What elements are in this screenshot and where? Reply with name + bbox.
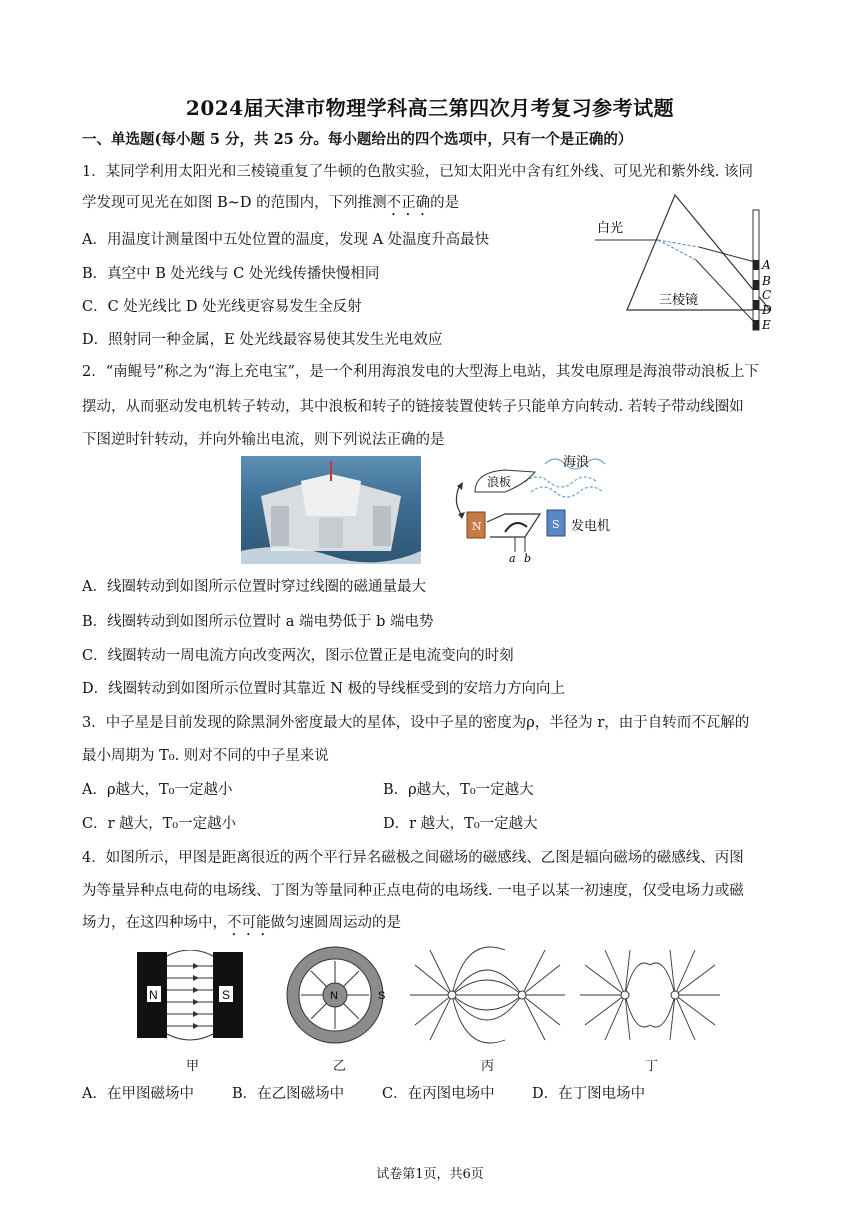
q4-option-a[interactable]: A．在甲图磁场中 xyxy=(82,1086,194,1102)
page-title: 2024届天津市物理学科高三第四次月考复习参考试题 xyxy=(185,96,675,120)
q2-option-d[interactable]: D．线圈转动到如图所示位置时其靠近 N 极的导线框受到的安培力方向向上 xyxy=(82,681,566,697)
q2-stem-line1: 2．“南鲲号”称之为“海上充电宝”，是一个利用海浪发电的大型海上电站，其发电原理是海浪带动浪板上下 xyxy=(82,364,759,380)
q4-option-b[interactable]: B．在乙图磁场中 xyxy=(232,1086,345,1102)
q3-stem-line1: 3．中子星是目前发现的除黑洞外密度最大的星体，设中子星的密度为ρ，半径为 r，由于自转而不瓦解的 xyxy=(82,715,750,731)
q4-option-d[interactable]: D．在丁图电场中 xyxy=(532,1086,646,1102)
generator-label: 发电机 xyxy=(571,519,611,534)
positive-charge xyxy=(448,991,456,999)
q3-stem-line2: 最小周期为 T₀. 则对不同的中子星来说 xyxy=(82,748,329,764)
q2-stem-line2: 摆动，从而驱动发电机转子转动，其中浪板和转子的链接装置使转子只能单方向转动. 若转子带动线圈如 xyxy=(82,399,744,415)
q1-option-d[interactable]: D．照射同一种金属，E 处光线最容易使其发生光电效应 xyxy=(82,332,443,348)
figure-ding xyxy=(575,945,725,1045)
q4-stem-end: 做匀速圆周运动的是 xyxy=(270,915,401,931)
q1-stem-line2 xyxy=(82,191,459,219)
jia-n-label: N xyxy=(149,988,158,1002)
yi-s-label: S xyxy=(378,990,386,1002)
board-label: 浪板 xyxy=(487,475,512,489)
screen-band xyxy=(753,320,759,330)
refracted-ray-bottom xyxy=(658,240,696,260)
q4-stem-line1: 4．如图所示，甲图是距离很近的两个平行异名磁极之间磁场的磁感线、乙图是辐向磁场的磁感线、丙图 xyxy=(82,850,744,866)
fig-label-ding: 丁 xyxy=(645,1059,659,1074)
generator-figure xyxy=(445,452,625,567)
prism-triangle xyxy=(627,195,770,310)
q1-option-a[interactable]: A．用温度计测量图中五处位置的温度，发现 A 处温度升高最快 xyxy=(82,232,490,248)
terminal-a-label: a xyxy=(509,552,516,565)
prism-label: 三棱镜 xyxy=(659,293,699,308)
white-light-label: 白光 xyxy=(597,221,624,236)
exit-ray-bottom xyxy=(696,260,755,323)
q1-option-b[interactable]: B．真空中 B 处光线与 C 处光线传播快慢相同 xyxy=(82,266,380,282)
s-label: S xyxy=(552,518,560,531)
n-label: N xyxy=(472,520,482,533)
point-label-e: E xyxy=(762,318,771,332)
q2-option-a[interactable]: A．线圈转动到如图所示位置时穿过线圈的磁通量最大 xyxy=(82,579,426,595)
q4-emphasis: 不可能 xyxy=(227,915,271,931)
section-heading: 一、单选题(每小题 5 分，共 25 分。每小题给出的四个选项中，只有一个是正确的） xyxy=(82,131,633,148)
negative-charge xyxy=(518,991,526,999)
q1-emphasis: 不正确 xyxy=(386,195,431,211)
point-label-d: D xyxy=(762,303,772,317)
point-label-a: A xyxy=(762,258,771,272)
q3-option-b[interactable]: B．ρ越大，T₀一定越大 xyxy=(383,782,534,798)
q2-stem-line3: 下图逆时针转动，并向外输出电流，则下列说法正确的是 xyxy=(82,432,445,448)
q1-stem-text: 学发现可见光在如图 B~D 的范围内，下列推测 xyxy=(82,195,387,211)
wave-label: 海浪 xyxy=(563,455,590,470)
jia-s-label: S xyxy=(222,988,231,1002)
wave-line xyxy=(531,487,603,497)
q1-stem-end: 的是 xyxy=(430,195,460,211)
q1-stem-line1: 1．某同学利用太阳光和三棱镜重复了牛顿的色散实验，已知太阳光中含有红外线、可见光和紫外线. 该同 xyxy=(82,164,753,180)
q2-option-b[interactable]: B．线圈转动到如图所示位置时 a 端电势低于 b 端电势 xyxy=(82,614,434,630)
screen-band xyxy=(753,280,759,290)
point-label-c: C xyxy=(762,288,772,302)
q4-stem-line2: 为等量异种点电荷的电场线、丁图为等量同种正点电荷的电场线. 一电子以某一初速度，仅受电场力或磁 xyxy=(82,883,744,899)
q4-stem-line3 xyxy=(82,911,401,939)
q3-option-a[interactable]: A．ρ越大，T₀一定越小 xyxy=(82,782,233,798)
positive-charge xyxy=(621,991,629,999)
coil xyxy=(487,514,540,537)
q4-stem-text: 场力，在这四种场中， xyxy=(82,915,227,931)
fig-label-jia: 甲 xyxy=(186,1059,200,1074)
q3-option-c[interactable]: C．r 越大，T₀一定越小 xyxy=(82,816,237,832)
swing-arrow xyxy=(456,487,461,514)
figure-bing xyxy=(405,945,570,1045)
fig-label-bing: 丙 xyxy=(481,1059,495,1074)
prism-figure xyxy=(585,190,780,335)
positive-charge xyxy=(671,991,679,999)
screen-band xyxy=(753,300,759,310)
rotation-arrow xyxy=(505,523,527,532)
screen-band xyxy=(753,260,759,270)
q1-option-c[interactable]: C．C 处光线比 D 处光线更容易发生全反射 xyxy=(82,299,362,315)
q4-option-c[interactable]: C．在丙图电场中 xyxy=(382,1086,495,1102)
q2-option-c[interactable]: C．线圈转动一周电流方向改变两次，图示位置正是电流变向的时刻 xyxy=(82,648,514,664)
figure-jia xyxy=(135,950,245,1042)
ship-drawing xyxy=(241,456,421,564)
fig-label-yi: 乙 xyxy=(333,1059,347,1074)
point-label-b: B xyxy=(762,274,771,288)
wave-line xyxy=(525,477,597,487)
yi-n-label: N xyxy=(330,990,338,1002)
exit-ray-top xyxy=(699,247,755,262)
figure-yi xyxy=(285,945,390,1045)
q3-option-d[interactable]: D．r 越大，T₀一定越大 xyxy=(383,816,538,832)
terminal-b-label: b xyxy=(524,552,532,565)
page-footer: 试卷第1页，共6页 xyxy=(376,1167,484,1182)
ship-photo xyxy=(241,456,421,564)
